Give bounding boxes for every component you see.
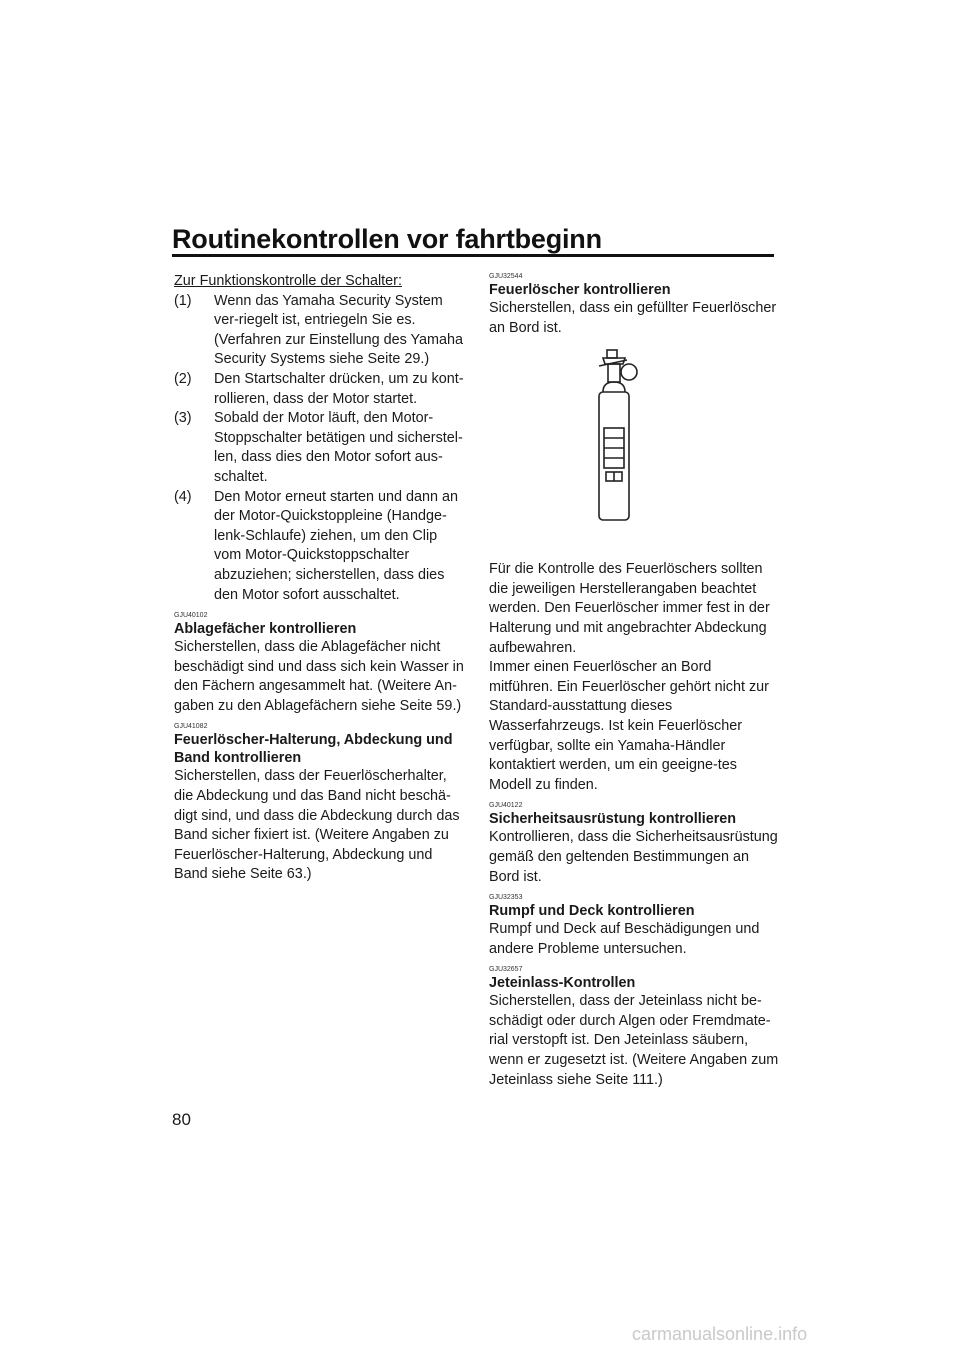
left-column bbox=[174, 272, 464, 885]
step-text: Wenn das Yamaha Security System ver-riegelt ist, entriegeln Sie es. (Verfahren zur Einstellung des Yamaha Security Systems siehe Seite 29.) bbox=[214, 292, 464, 368]
switch-check-subheading: Zur Funktionskontrolle der Schalter: bbox=[174, 273, 402, 289]
section-code: GJU32353 bbox=[489, 894, 523, 902]
fire-extinguisher-figure bbox=[489, 346, 779, 552]
section-body-extinguisher-instructions: Für die Kontrolle des Feuerlöschers sollten die jeweiligen Herstellerangaben beachtet werden. Den Feuerlöscher immer fest in der Halterung und mit angebrachter Abdeckung aufbewahren. bbox=[489, 561, 770, 656]
watermark-text: carmanualsonline.info bbox=[632, 1324, 808, 1344]
section-heading-extinguisher: Feuerlöscher kontrollieren bbox=[489, 282, 671, 298]
step-item-3 bbox=[174, 409, 464, 487]
section-code: GJU32657 bbox=[489, 966, 523, 974]
step-number: (1) bbox=[174, 292, 192, 309]
section-code: GJU41082 bbox=[174, 723, 208, 731]
step-item-2 bbox=[174, 370, 464, 409]
section-heading-hull-deck: Rumpf und Deck kontrollieren bbox=[489, 903, 695, 920]
step-text: Sobald der Motor läuft, den Motor-Stoppschalter betätigen und sicherstel-len, dass dies den Motor sofort aus-schaltet. bbox=[214, 410, 463, 485]
title-rule bbox=[172, 254, 774, 257]
section-body-extinguisher-holder: Sicherstellen, dass der Feuerlöscherhalter, die Abdeckung und das Band nicht beschä-digt sind, und dass die Abdeckung durch das Band sicher fixiert ist. (Weitere Angaben zu Feuerlöscher-Halterung, Abdeckung und Band siehe Seite 63.) bbox=[174, 768, 460, 883]
step-number: (2) bbox=[174, 370, 192, 387]
step-item-4 bbox=[174, 488, 464, 606]
page-number: 80 bbox=[172, 1110, 191, 1129]
fire-extinguisher-icon bbox=[589, 346, 659, 526]
step-item-1 bbox=[174, 292, 464, 370]
section-body-storage: Sicherstellen, dass die Ablagefächer nicht beschädigt sind und dass sich kein Wasser in den Fächern angesammelt hat. (Weitere An-gaben zu den Ablagefächern siehe Seite 59.) bbox=[174, 639, 464, 714]
section-heading-extinguisher-holder: Feuerlöscher-Halterung, Abdeckung und Band kontrollieren bbox=[174, 732, 453, 767]
section-body-jet-intake: Sicherstellen, dass der Jeteinlass nicht be-schädigt oder durch Algen oder Fremdmate-rial verstopft ist. Den Jeteinlass säubern, wenn er zugesetzt ist. (Weitere Angaben zum Jeteinlass siehe Seite 111.) bbox=[489, 993, 779, 1088]
right-column bbox=[489, 272, 779, 1090]
section-heading-jet-intake: Jeteinlass-Kontrollen bbox=[489, 975, 636, 992]
page-title: Routinekontrollen vor fahrtbeginn bbox=[172, 224, 602, 254]
section-body-safety-equipment: Kontrollieren, dass die Sicherheitsausrüstung gemäß den geltenden Bestimmungen an Bord ist. bbox=[489, 829, 778, 885]
section-code: GJU32544 bbox=[489, 273, 523, 280]
step-text: Den Motor erneut starten und dann an der Motor-Quickstoppleine (Handge-lenk-Schlaufe) ziehen, um den Clip vom Motor-Quickstoppschalter abzuziehen; sicherstellen, dass dies den Motor sofort ausschaltet. bbox=[214, 488, 459, 603]
step-number: (4) bbox=[174, 488, 192, 505]
section-body-hull-deck: Rumpf und Deck auf Beschädigungen und andere Probleme untersuchen. bbox=[489, 921, 760, 957]
section-heading-storage: Ablagefächer kontrollieren bbox=[174, 621, 357, 638]
section-heading-safety-equipment: Sicherheitsausrüstung kontrollieren bbox=[489, 811, 737, 828]
section-body-extinguisher-intro: Sicherstellen, dass ein gefüllter Feuerlöscher an Bord ist. bbox=[489, 300, 777, 336]
step-text: Den Startschalter drücken, um zu kont-rollieren, dass der Motor startet. bbox=[214, 370, 464, 407]
section-code: GJU40102 bbox=[174, 612, 208, 620]
section-body-extinguisher-availability: Immer einen Feuerlöscher an Bord mitführen. Ein Feuerlöscher gehört nicht zur Standard-ausstattung dieses Wasserfahrzeugs. Ist kein Feuerlöscher verfügbar, sollte ein Yamaha-Händler kontaktiert werden, um ein geeigne-tes Modell zu finden. bbox=[489, 659, 769, 793]
step-number: (3) bbox=[174, 410, 192, 427]
section-code: GJU40122 bbox=[489, 802, 523, 810]
